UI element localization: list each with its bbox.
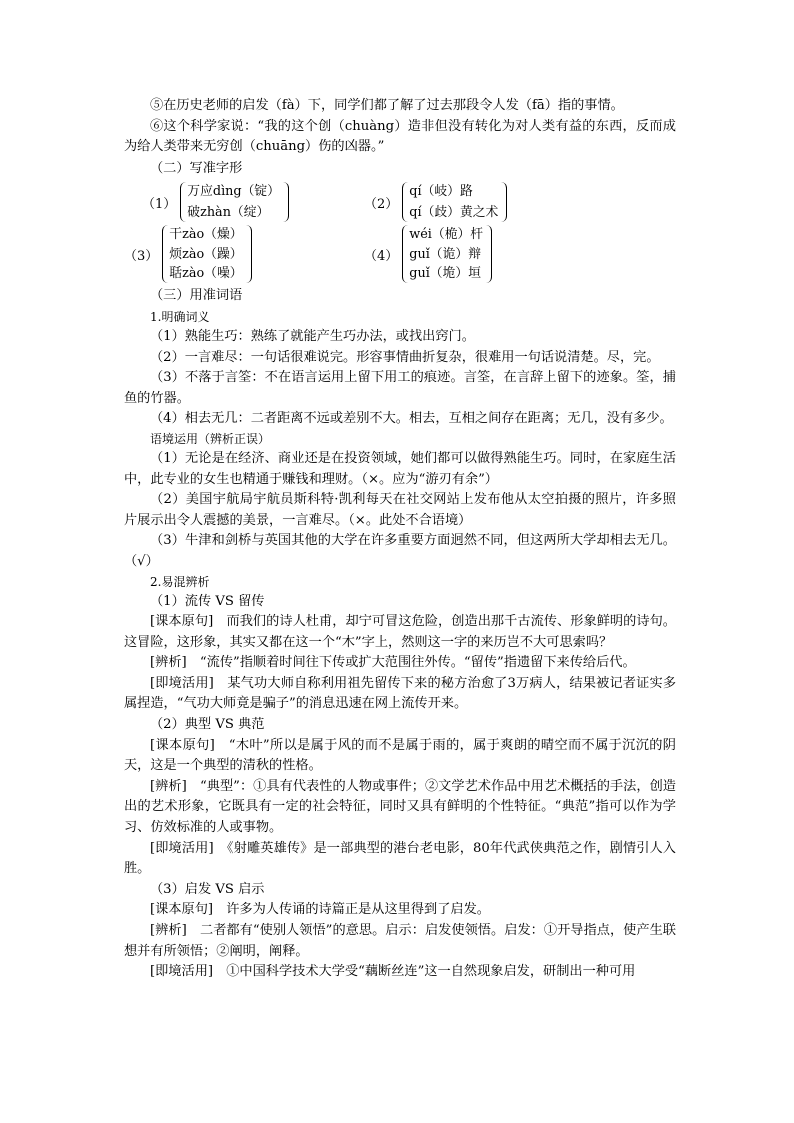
pair-1-analysis [124,653,676,674]
pair-3-textbook [124,900,676,921]
right-brace-icon [501,182,507,222]
question-number: （3） [124,248,159,264]
option-lines [409,182,498,222]
paragraph-6: ⑥这个科学家说：“我的这个创（chuàng）造非但没有转化为对人类有益的东西，反而成为给人类带来无穷创（chuāng）伤的凶器。” [124,118,676,155]
definition-4: （4）相去无几：二者距离不远或差别不大。相去，互相之间存在距离；无几，没有多少。 [150,411,673,427]
tag-analysis: [辨析] [150,655,187,671]
pair-3-application [124,962,676,983]
right-brace-icon [246,225,252,283]
tag-textbook: [课本原句] [150,902,214,918]
definition-1: （1）熟能生巧：熟练了就能产生巧办法，或找出窍门。 [150,328,475,344]
glyph-group-row-2 [124,225,676,283]
option-line: 聒zào（噪） [169,266,243,282]
glyph-question-4 [364,225,492,283]
left-brace-icon [402,182,408,222]
option-lines [169,225,242,283]
right-brace-icon [283,182,289,222]
pair-2-analysis [124,777,676,839]
pair-2-title: （2）典型 VS 典范 [150,717,265,733]
glyph-question-3 [124,225,252,283]
left-brace-icon [180,182,186,222]
definition-2: （2）一言难尽：一句话很难说完。形容事情曲折复杂，很难用一句话说清楚。尽，完。 [150,349,660,365]
pair-2-application [124,839,676,880]
left-brace-icon [162,225,168,283]
option-lines [409,225,483,283]
textbook-sentence: “木叶”所以是属于风的而不是属于雨的，属于爽朗的晴空而不属于沉沉的阴天，这是一个典型的清秋的性格。 [124,737,676,774]
section-2-title: （二）写准字形 [150,160,243,176]
option-line: guǐ（诡）辩 [409,246,481,262]
application-text: 《射雕英雄传》是一部典型的港台老电影，80年代武侠典范之作，剧情引人入胜。 [124,840,676,877]
tag-application: [即境活用] [150,840,214,856]
option-line: wéi（桅）杆 [409,227,484,243]
pair-3-title: （3）启发 VS 启示 [150,881,265,897]
glyph-group-row-1 [124,182,676,222]
question-number: （4） [364,248,399,264]
tag-analysis: [辨析] [150,923,187,938]
option-line: 干zào（燥） [169,227,243,243]
option-line: qí（岐）路 [409,184,473,200]
tag-textbook: [课本原句] [150,737,215,753]
pair-1-application [124,674,676,715]
tag-textbook: [课本原句] [150,614,214,630]
pair-1-title: （1）流传 VS 留传 [150,593,265,609]
option-line: qí（歧）黄之术 [409,205,499,221]
left-brace-icon [402,225,408,283]
tag-application: [即境活用] [150,964,214,980]
glyph-question-1 [142,182,289,222]
pair-2-textbook [124,736,676,777]
right-brace-icon [486,225,492,283]
analysis-text: 二者都有“使别人领悟”的意思。启示：启发使领悟。启发：①开导指点，使产生联想并有所领悟；②阐明，阐释。 [124,923,676,959]
usage-title: 语境运用（辨析正误） [150,431,271,446]
paragraph-5: ⑤在历史老师的启发（fà）下，同学们都了解了过去那段令人发（fā）指的事情。 [150,98,624,113]
question-number: （2） [364,196,399,212]
application-text: ①中国科学技术大学受“藕断丝连”这一自然现象启发，研制出一种可用 [213,964,636,980]
question-number: （1） [142,196,177,212]
glyph-question-2 [364,182,507,222]
textbook-sentence: 而我们的诗人杜甫，却宁可冒这危险，创造出那千古流传、形象鲜明的诗句。这冒险，这形象，其实又都在这一个“木”字上，然则这一字的来历岂不大可思索吗？ [124,614,676,650]
usage-3: （3）牛津和剑桥与英国其他的大学在许多重要方面迥然不同，但这两所大学却相去无几。（√） [124,533,676,569]
section-3-title: （三）用准词语 [150,288,243,304]
application-text: 某气功大师自称利用祖先留传下来的秘方治愈了3万病人，结果被记者证实多属捏造，“气功大师竟是骗子”的消息迅速在网上流传开来。 [124,675,677,712]
option-line: 烦zào（躁） [169,246,243,262]
option-line: guǐ（垝）垣 [409,266,481,282]
tag-analysis: [辨析] [150,778,187,794]
definition-3: （3）不落于言筌：不在语言运用上留下用工的痕迹。言筌，在言辞上留下的迹象。筌，捕鱼的竹器。 [124,370,676,406]
option-line: 万应dìng（锭） [187,184,280,200]
usage-1: （1）无论是在经济、商业还是在投资领域，她们都可以做得熟能生巧。同时，在家庭生活中，此专业的女生也精通于赚钱和理财。（×。应为“游刃有余”） [124,450,676,487]
textbook-sentence: 许多为人传诵的诗篇正是从这里得到了启发。 [213,902,490,918]
subsection-1-title: 1.明确词义 [150,309,210,324]
document-page [124,96,676,983]
subsection-2-title: 2.易混辨析 [150,574,210,589]
analysis-text: “流传”指顺着时间往下传或扩大范围往外传。“留传”指遗留下来传给后代。 [186,655,636,671]
pair-3-analysis [124,921,676,962]
usage-2: （2）美国宇航局宇航员斯科特·凯利每天在社交网站上发布他从太空拍摄的照片，许多照片展示出令人震撼的美景，一言难尽。（×。此处不合语境） [124,492,676,528]
tag-application: [即境活用] [150,675,214,691]
analysis-text: “典型”：①具有代表性的人物或事件；②文学艺术作品中用艺术概括的手法，创造出的艺术形象，它既具有一定的社会特征，同时又具有鲜明的个性特征。“典范”指可以作为学习、仿效标准的人或事物。 [124,778,676,836]
pair-1-textbook [124,612,676,653]
option-line: 破zhàn（绽） [187,205,270,221]
option-lines [187,182,280,222]
